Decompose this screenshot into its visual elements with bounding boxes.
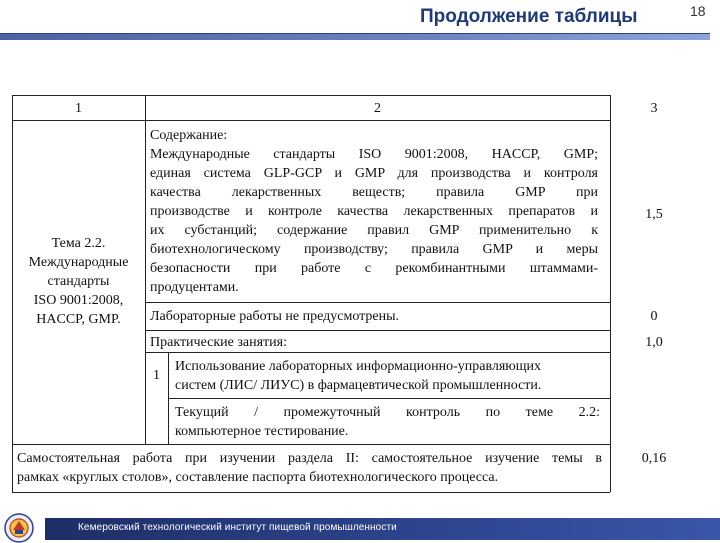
labs-text: Лабораторные работы не предусмотрены. [150, 309, 400, 324]
col-header-1: 1 [75, 101, 82, 116]
selfwork-line: Самостоятельная работа при изучении раздела II: самостоятельное изучение темы в [17, 451, 602, 466]
header-rule [0, 33, 710, 40]
practice-hours: 1,0 [645, 335, 663, 350]
practice-item-number: 1 [153, 368, 160, 383]
row-divider-selfwork [12, 444, 610, 445]
col-header-3: 3 [650, 101, 658, 116]
content-line: Международные стандарты ISO 9001:2008, HACCP, GMP; [150, 147, 598, 162]
control-text [175, 403, 600, 441]
practice-item-line: систем (ЛИС/ ЛИУС) в фармацевтической промышленности. [175, 378, 542, 393]
col-divider-item-num [168, 352, 169, 444]
content-line: производстве и контроле качества лекарственных препаратов и [150, 204, 598, 219]
content-cell [150, 126, 598, 297]
topic-cell [12, 234, 145, 329]
row-divider-item [145, 352, 610, 353]
content-line: продуцентами. [150, 280, 239, 295]
selfwork-text [17, 449, 602, 487]
table-header-bottom [12, 120, 610, 121]
practice-heading: Практические занятия: [150, 335, 287, 350]
practice-item-text [175, 357, 600, 395]
topic-line: ISO 9001:2008, [33, 293, 124, 308]
content-line: их субстанций; содержание правил GMP применительно к [150, 223, 598, 238]
footer-text: Кемеровский технологический институт пищевой промышленности [78, 522, 397, 533]
table-border-bottom [12, 492, 610, 493]
topic-line: стандарты [47, 274, 110, 289]
topic-line: Тема 2.2. [51, 236, 106, 251]
row-divider-labs [145, 302, 610, 303]
content-line: единая система GLP-GCP и GMP для производства и контроля [150, 166, 598, 181]
col-header-2: 2 [374, 101, 381, 116]
content-line: качества лекарственных веществ; правила GMP при [150, 185, 598, 200]
col-divider-2 [610, 95, 611, 492]
control-line: компьютерное тестирование. [175, 424, 349, 439]
row-divider-control [168, 398, 610, 399]
table-border-top [12, 95, 610, 96]
content-line: биотехнологическому производству; правила GMP и меры [150, 242, 598, 257]
institute-logo-icon [4, 513, 34, 543]
content-line: безопасности при работе с рекомбинантными штаммами- [150, 261, 598, 276]
page-title: Продолжение таблицы [420, 6, 638, 27]
row-divider-practice [145, 330, 610, 331]
control-line: Текущий / промежуточный контроль по теме 2.2: [175, 405, 600, 420]
content-heading: Содержание: [150, 128, 228, 143]
topic-line: Международные [28, 255, 129, 270]
selfwork-line: рамках «круглых столов», составление паспорта биотехнологического процесса. [17, 470, 499, 485]
practice-item-line: Использование лабораторных информационно-управляющих [175, 359, 542, 374]
labs-hours: 0 [650, 309, 658, 324]
content-hours: 1,5 [645, 207, 663, 222]
topic-line: HACCP, GMP. [36, 312, 121, 327]
col-divider-1 [145, 95, 146, 444]
page-number: 18 [690, 3, 706, 19]
selfwork-hours: 0,16 [641, 451, 667, 466]
